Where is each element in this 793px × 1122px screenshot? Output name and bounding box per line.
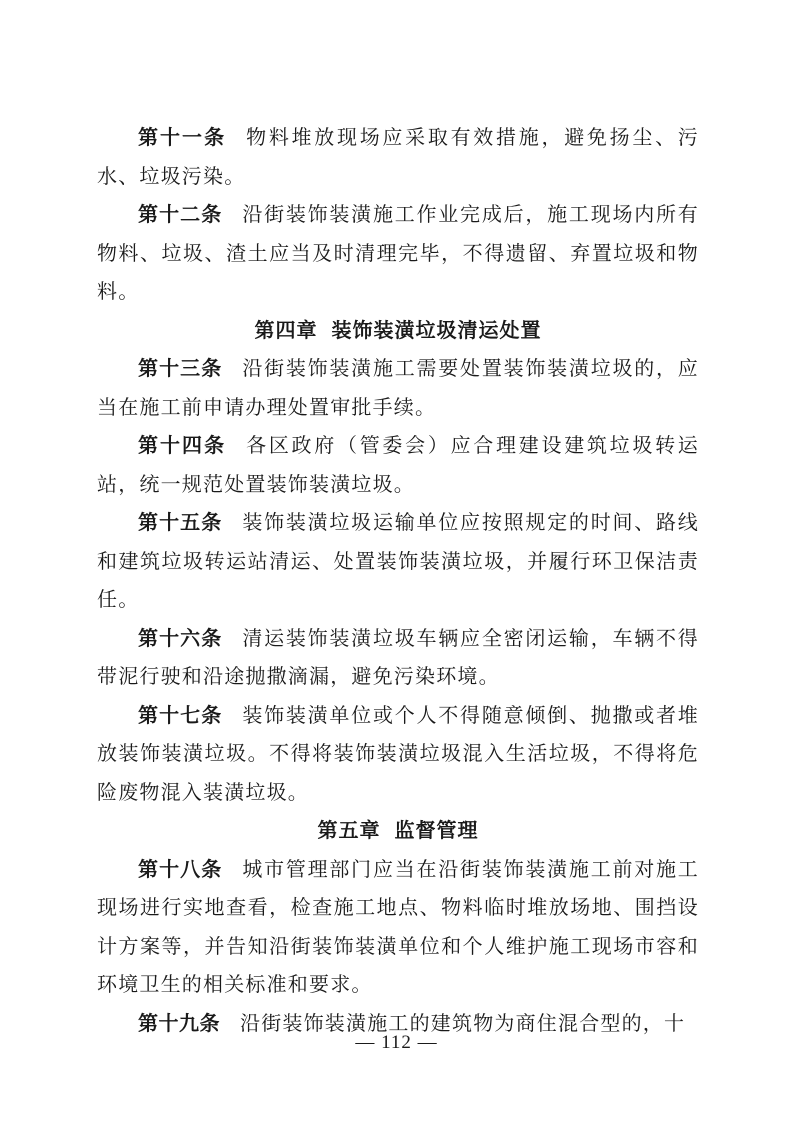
chapter-4-heading [97, 311, 699, 350]
article-15 [97, 503, 699, 619]
article-number: 第十八条 [138, 856, 223, 881]
article-text: 城市管理部门应当在沿街装饰装潢施工前对施工现场进行实地查看，检查施工地点、物料临时堆放场地、围挡设计方案等，并告知沿街装饰装潢单位和个人维护施工现场市容和环境卫生的相关标准和要求。 [97, 856, 700, 996]
article-text: 沿街装饰装潢施工需要处置装饰装潢垃圾的，应当在施工前申请办理处置审批手续。 [97, 356, 700, 419]
article-text: 装饰装潢垃圾运输单位应按照规定的时间、路线和建筑垃圾转运站清运、处置装饰装潢垃圾，并履行环卫保洁责任。 [97, 510, 700, 611]
article-number: 第十二条 [138, 202, 223, 226]
article-text: 沿街装饰装潢施工作业完成后，施工现场内所有物料、垃圾、渣土应当及时清理完毕，不得遗留、弃置垃圾和物料。 [97, 202, 700, 303]
document-body [97, 118, 699, 1042]
article-18 [97, 850, 699, 1004]
article-14 [97, 426, 699, 503]
article-11 [97, 118, 699, 195]
article-number: 第十五条 [138, 510, 223, 534]
chapter-title: 监督管理 [394, 818, 479, 842]
article-number: 第十四条 [138, 433, 227, 457]
article-13 [97, 349, 699, 426]
article-12 [97, 195, 699, 311]
article-text: 物料堆放现场应采取有效措施，避免扬尘、污水、垃圾污染。 [97, 125, 700, 188]
article-16 [97, 619, 699, 696]
article-text: 装饰装潢单位或个人不得随意倾倒、抛撒或者堆放装饰装潢垃圾。不得将装饰装潢垃圾混入生活垃圾，不得将危险废物混入装潢垃圾。 [97, 702, 700, 804]
chapter-number: 第四章 [254, 317, 318, 342]
article-number: 第十七条 [138, 702, 223, 727]
article-text: 清运装饰装潢垃圾车辆应全密闭运输，车辆不得带泥行驶和沿途抛撒滴漏，避免污染环境。 [97, 625, 700, 688]
article-text: 沿街装饰装潢施工的建筑物为商住混合型的，十 [240, 1010, 686, 1035]
chapter-number: 第五章 [317, 818, 381, 842]
article-number: 第十三条 [138, 356, 223, 380]
article-number: 第十六条 [138, 625, 223, 650]
article-number: 第十九条 [138, 1010, 220, 1035]
page-number: — 112 — [355, 1032, 438, 1053]
chapter-title: 装饰装潢垃圾清运处置 [331, 317, 542, 342]
article-17 [97, 696, 699, 812]
article-text: 各区政府（管委会）应合理建设建筑垃圾转运站，统一规范处置装饰装潢垃圾。 [97, 433, 700, 496]
article-number: 第十一条 [138, 125, 227, 149]
chapter-5-heading [97, 811, 699, 850]
